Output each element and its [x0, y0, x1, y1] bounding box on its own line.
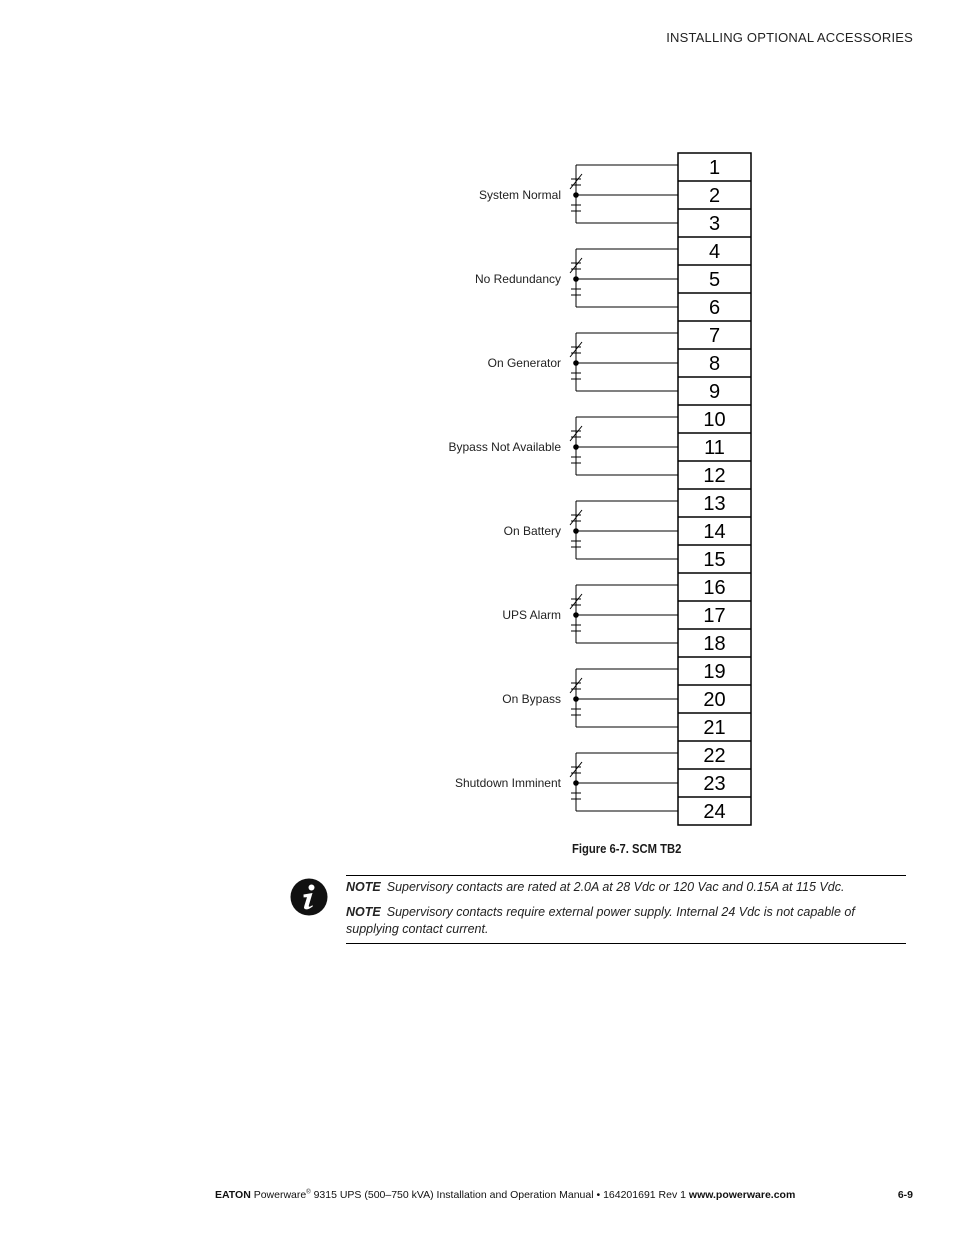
terminal-number: 24 — [703, 801, 726, 823]
contact-label: No Redundancy — [474, 272, 561, 286]
contact-label: UPS Alarm — [502, 608, 561, 622]
note-keyword: NOTE — [346, 905, 381, 919]
terminal-number: 10 — [703, 409, 726, 431]
terminal-number: 2 — [708, 185, 721, 207]
note-1 — [346, 879, 906, 896]
contact-label: On Generator — [487, 356, 561, 370]
terminal-number: 23 — [703, 773, 726, 795]
terminal-number: 18 — [703, 633, 726, 655]
info-icon — [290, 878, 328, 916]
terminal-number: 20 — [703, 689, 726, 711]
footer-doc-number: 164201691 Rev 1 — [603, 1189, 686, 1201]
terminal-number: 11 — [704, 437, 725, 459]
terminal-number: 1 — [708, 157, 721, 179]
page-footer — [215, 1189, 913, 1201]
footer-title: 9315 UPS (500–750 kVA) Installation and Operation Manual — [310, 1189, 594, 1201]
contact-label: On Battery — [503, 524, 561, 538]
terminal-number: 7 — [708, 325, 721, 347]
running-header: INSTALLING OPTIONAL ACCESSORIES — [666, 30, 913, 45]
terminal-number: 6 — [708, 297, 721, 319]
note-block — [346, 875, 906, 944]
terminal-number: 8 — [708, 353, 721, 375]
terminal-number: 9 — [708, 381, 721, 403]
note-text: Supervisory contacts require external power supply. Internal 24 Vdc is not capable of supplying contact current. — [346, 905, 855, 936]
terminal-number: 19 — [703, 661, 726, 683]
terminal-number: 3 — [708, 213, 721, 235]
footer-registered: ® — [306, 1189, 311, 1196]
terminal-number: 12 — [703, 465, 726, 487]
terminal-number: 5 — [708, 269, 721, 291]
terminal-number: 17 — [703, 605, 726, 627]
page-number: 6-9 — [897, 1189, 913, 1201]
footer-url: www.powerware.com — [688, 1189, 796, 1201]
contact-label: System Normal — [478, 188, 561, 202]
footer-bullet: • — [593, 1189, 604, 1201]
contact-label: Bypass Not Available — [448, 440, 561, 454]
note-keyword: NOTE — [346, 880, 381, 894]
terminal-number: 21 — [703, 717, 726, 739]
note-text: Supervisory contacts are rated at 2.0A at 28 Vdc or 120 Vac and 0.15A at 115 Vdc. — [386, 880, 845, 894]
terminal-number: 22 — [703, 745, 726, 767]
terminal-number: 16 — [703, 577, 726, 599]
note-2 — [346, 904, 906, 938]
terminal-number: 14 — [703, 521, 726, 543]
terminal-number: 13 — [703, 493, 726, 515]
contact-label: Shutdown Imminent — [454, 776, 561, 790]
figure-caption: Figure 6-7. SCM TB2 — [572, 842, 682, 856]
contact-label: On Bypass — [502, 692, 561, 706]
terminal-number: 15 — [703, 549, 726, 571]
terminal-number: 4 — [708, 241, 721, 263]
footer-brand: EATON — [215, 1189, 251, 1201]
footer-product: Powerware — [253, 1189, 307, 1201]
